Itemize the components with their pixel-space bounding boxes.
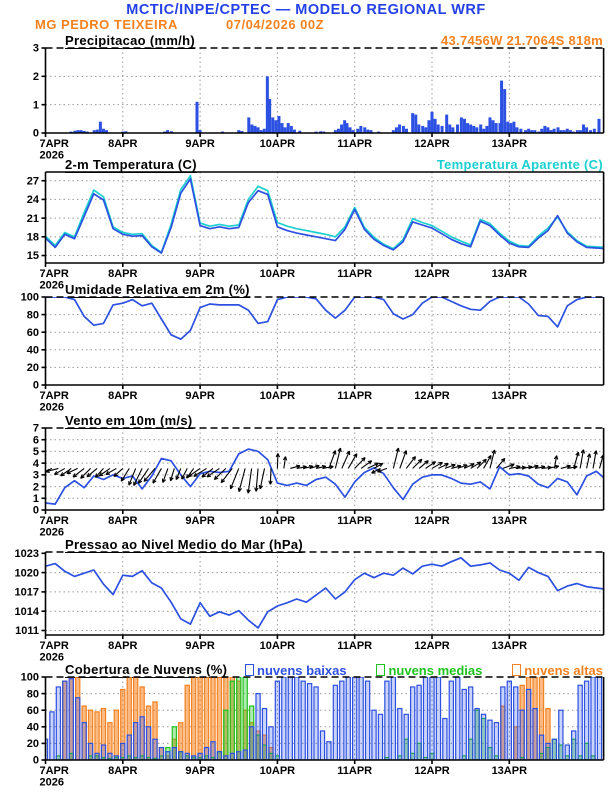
svg-text:11APR: 11APR [337,765,373,777]
y-axis [27,175,46,262]
legend-item-mid-clouds [376,663,482,677]
plot-area [0,671,612,790]
year-label: 2026 [39,401,64,414]
svg-text:1023: 1023 [14,547,39,560]
svg-text:10APR: 10APR [259,138,296,150]
svg-text:1017: 1017 [14,586,39,599]
y-axis [33,423,46,517]
svg-text:9APR: 9APR [185,515,215,527]
line-2-m-Temperatura-(C) [46,179,606,253]
svg-text:40: 40 [26,721,39,734]
year-label: 2026 [39,526,64,539]
gridlines [46,172,604,263]
station-name: MG PEDRO TEIXEIRA [35,17,178,32]
svg-text:4: 4 [32,457,39,470]
svg-text:0: 0 [32,754,39,767]
x-axis [40,263,528,292]
svg-text:9APR: 9APR [185,138,215,150]
humidity-title: Umidade Relativa em 2m (%) [65,282,250,297]
series-group [43,677,601,760]
y-axis [21,672,46,767]
svg-text:12APR: 12APR [414,515,450,527]
svg-text:11APR: 11APR [337,390,373,402]
svg-text:24: 24 [26,194,39,207]
svg-text:11APR: 11APR [337,640,373,652]
x-axis [40,510,528,539]
svg-text:12APR: 12APR [414,390,450,402]
cloud-legend [245,663,603,677]
svg-text:10APR: 10APR [259,515,296,527]
year-label: 2026 [39,776,64,789]
svg-text:27: 27 [26,175,39,188]
gridlines [46,552,604,635]
svg-text:11APR: 11APR [337,268,373,280]
gridlines [46,48,604,133]
svg-text:8APR: 8APR [108,138,138,150]
location-coordinates: 43.7456W 21.7064S 818m [441,33,603,48]
svg-text:60: 60 [26,704,39,717]
pressure-chart [0,547,612,665]
svg-text:2: 2 [32,481,39,494]
gridlines [46,297,604,385]
svg-text:7APR: 7APR [39,515,69,527]
svg-text:20: 20 [26,362,39,375]
year-label: 2026 [39,149,64,162]
svg-text:10APR: 10APR [259,765,296,777]
svg-text:20: 20 [26,738,39,751]
line-Umidade-Relativa [46,297,606,339]
svg-text:12APR: 12APR [414,268,450,280]
svg-text:3: 3 [32,42,39,55]
svg-text:1011: 1011 [15,625,39,638]
page-title: MCTIC/INPE/CPTEC — MODELO REGIONAL WRF [126,2,486,18]
svg-text:15: 15 [26,250,39,263]
plot-frame [46,297,604,385]
x-axis [40,385,528,414]
y-axis [21,292,46,392]
humidity-chart [0,291,612,415]
svg-text:11APR: 11APR [337,515,373,527]
svg-text:13APR: 13APR [491,765,528,777]
run-datetime: 07/04/2026 00Z [226,17,325,32]
svg-text:10APR: 10APR [259,268,296,280]
svg-text:13APR: 13APR [491,640,528,652]
plot-area [0,42,612,163]
svg-text:8APR: 8APR [108,765,138,777]
legend-item-high-clouds [512,663,603,677]
svg-text:7APR: 7APR [39,765,69,777]
svg-text:12APR: 12APR [414,765,450,777]
svg-text:100: 100 [20,671,39,684]
svg-text:12APR: 12APR [414,640,450,652]
legend-label: nuvens baixas [257,662,347,678]
svg-text:13APR: 13APR [491,515,528,527]
svg-text:2: 2 [32,71,39,84]
svg-text:13APR: 13APR [491,138,528,150]
svg-text:9APR: 9APR [185,640,215,652]
plot-area [0,291,612,415]
wind-title: Vento em 10m (m/s) [65,413,193,428]
y-axis [15,548,46,637]
svg-text:8APR: 8APR [108,640,138,652]
svg-text:10APR: 10APR [259,390,296,402]
svg-text:100: 100 [20,291,39,304]
svg-text:80: 80 [26,688,39,701]
precipitation-chart [0,42,612,163]
svg-text:7APR: 7APR [39,268,69,280]
precipitation-title: Precipitacao (mm/h) [65,33,195,48]
svg-text:9APR: 9APR [185,765,215,777]
plot-area [0,172,612,293]
plot-frame [46,552,604,635]
svg-text:1: 1 [32,492,39,505]
svg-text:5: 5 [32,446,39,459]
wind-chart [0,422,612,540]
svg-text:1020: 1020 [14,567,39,580]
pressure-title: Pressao ao Nivel Medio do Mar (hPa) [65,537,304,552]
series-group [46,176,606,253]
line-Pressao-ao-Nivel-do-Mar [46,558,606,628]
line-Temperatura-Aparente-(C) [46,176,606,253]
apparent-temperature-title: Temperatura Aparente (C) [436,157,603,172]
temperature-title: 2-m Temperatura (C) [65,157,197,172]
line-Velocidade-do-Vento [46,449,606,504]
plot-area [0,422,612,540]
x-axis [40,760,528,789]
series-group [46,297,606,339]
x-axis [40,133,528,162]
svg-text:8APR: 8APR [108,515,138,527]
svg-text:7APR: 7APR [39,390,69,402]
series-group [33,448,606,504]
svg-text:10APR: 10APR [259,640,296,652]
legend-label: nuvens medias [388,662,483,678]
svg-text:7APR: 7APR [39,640,69,652]
svg-text:80: 80 [26,309,39,322]
series-group [46,558,606,628]
cloud-cover-title: Cobertura de Nuvens (%) [65,662,228,677]
svg-text:3: 3 [32,469,39,482]
high-clouds-swatch-icon [512,664,521,676]
svg-text:13APR: 13APR [491,390,528,402]
svg-text:40: 40 [26,344,39,357]
low-clouds-swatch-icon [245,664,254,676]
temperature-chart [0,172,612,293]
svg-text:8APR: 8APR [108,390,138,402]
year-label: 2026 [39,279,64,292]
plot-frame [46,48,604,133]
legend-label: nuvens altas [524,662,603,678]
plot-area [0,547,612,665]
svg-text:60: 60 [26,326,39,339]
svg-text:1: 1 [32,99,39,112]
svg-text:0: 0 [32,127,39,140]
x-axis [40,635,528,664]
year-label: 2026 [39,651,64,664]
svg-text:6: 6 [32,434,39,447]
svg-text:9APR: 9APR [185,390,215,402]
svg-text:7APR: 7APR [39,138,69,150]
svg-text:12APR: 12APR [414,138,450,150]
svg-text:7: 7 [32,422,39,435]
svg-text:9APR: 9APR [185,268,215,280]
svg-text:18: 18 [26,231,39,244]
cloud-cover-chart [0,671,612,790]
legend-item-low-clouds [245,663,347,677]
svg-text:13APR: 13APR [491,268,528,280]
svg-text:8APR: 8APR [108,268,138,280]
svg-text:1014: 1014 [14,605,39,618]
mid-clouds-swatch-icon [376,664,385,676]
svg-text:11APR: 11APR [337,138,373,150]
svg-text:0: 0 [32,379,39,392]
y-axis [33,43,46,140]
svg-text:0: 0 [32,504,39,517]
plot-frame [46,172,604,263]
svg-text:21: 21 [26,212,39,225]
